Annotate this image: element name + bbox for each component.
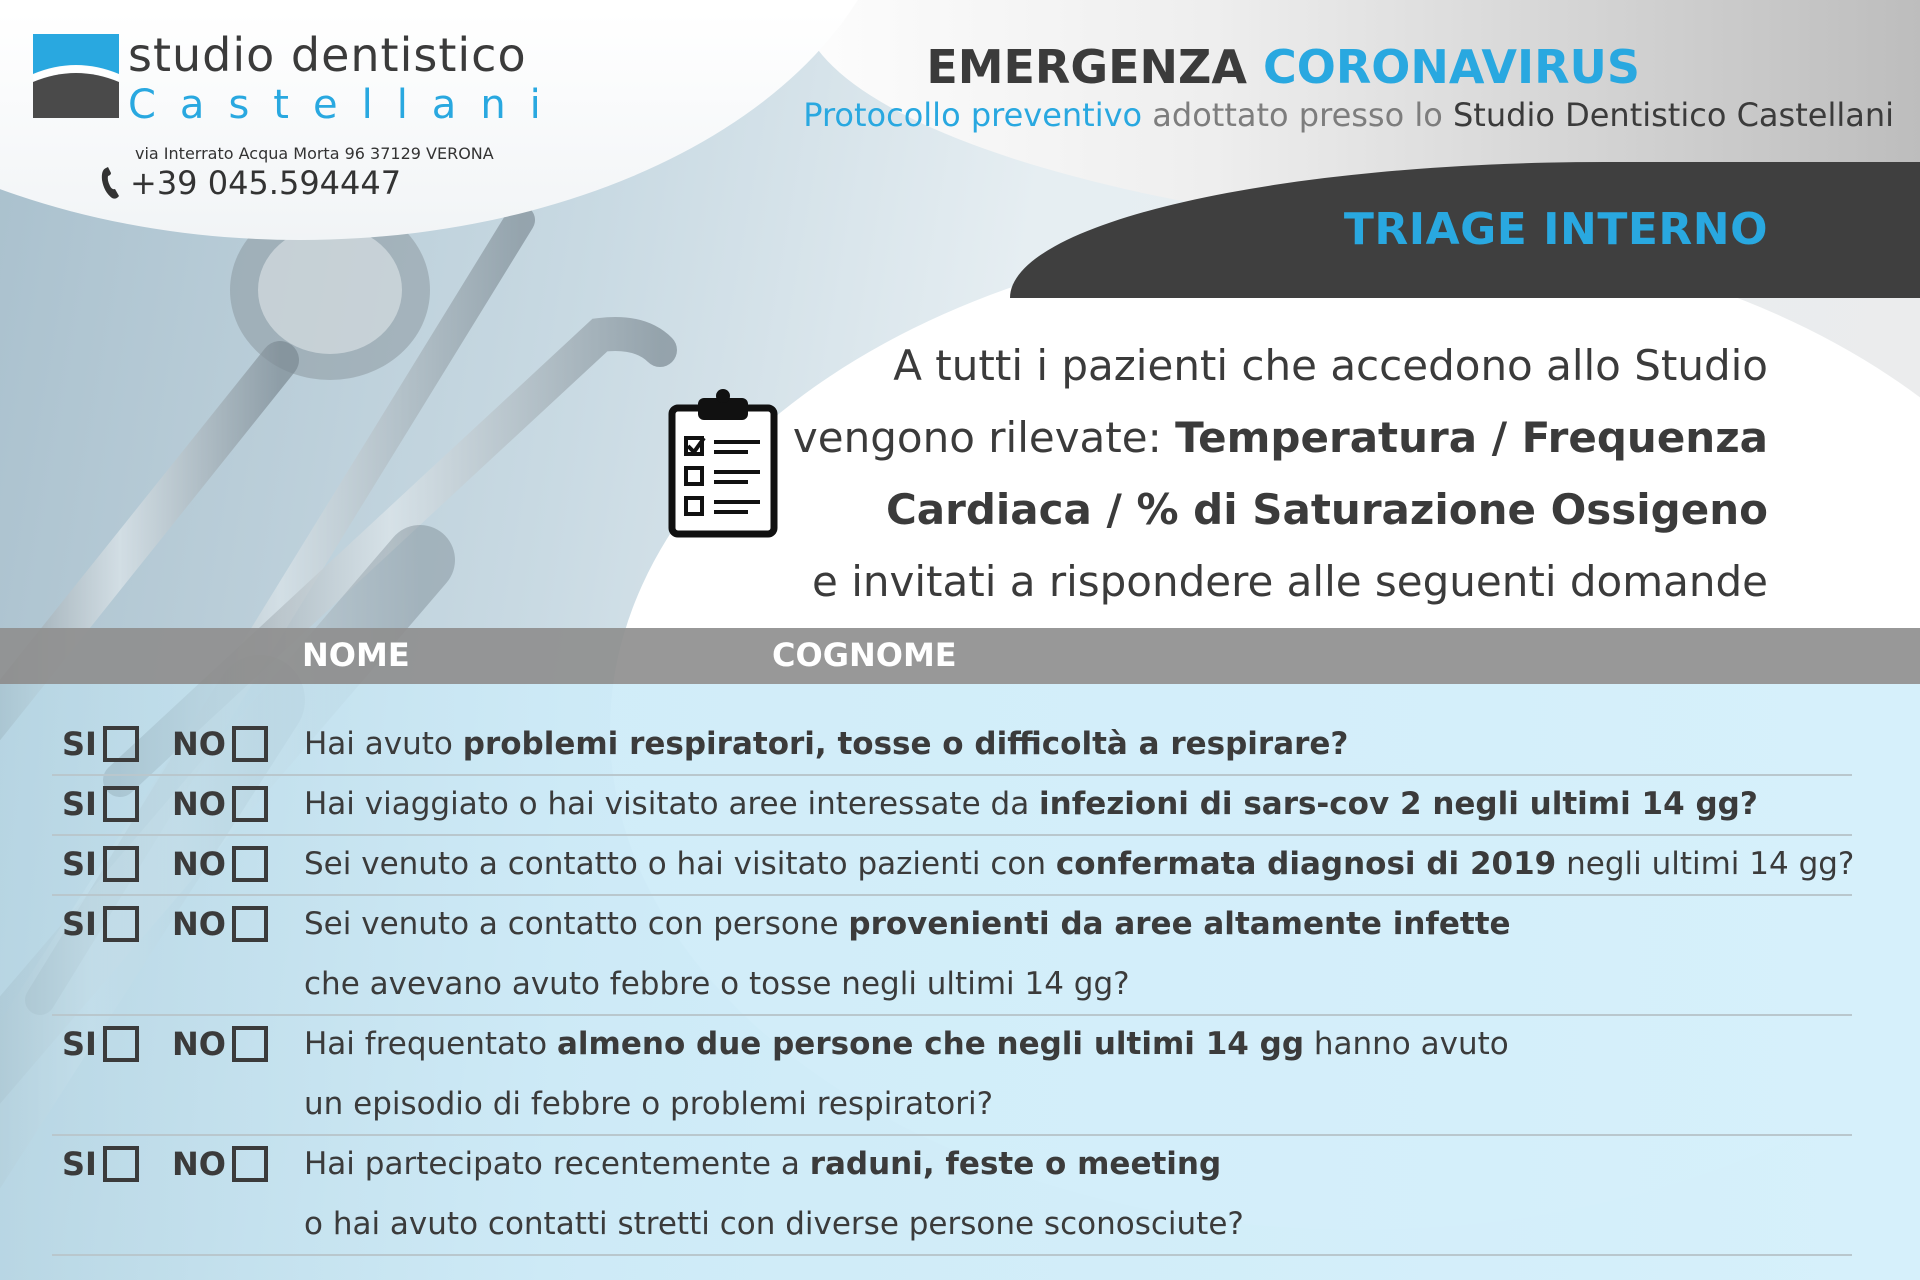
si-option[interactable] bbox=[62, 714, 139, 774]
si-option[interactable] bbox=[62, 774, 139, 834]
si-option[interactable] bbox=[62, 1014, 139, 1074]
si-label: SI bbox=[62, 845, 97, 883]
no-label: NO bbox=[172, 725, 226, 763]
question-bold: almeno due persone che negli ultimi 14 gg bbox=[557, 1026, 1305, 1062]
question-row bbox=[52, 1134, 1852, 1256]
protocol-subtitle bbox=[803, 96, 1894, 134]
question-plain: Sei venuto a contatto o hai visitato pazienti con bbox=[304, 846, 1056, 882]
question-text bbox=[304, 834, 1854, 894]
question-plain: Hai partecipato recentemente a bbox=[304, 1146, 810, 1182]
question-bold: raduni, feste o meeting bbox=[809, 1146, 1222, 1182]
question-row bbox=[52, 894, 1852, 1016]
si-option[interactable] bbox=[62, 1134, 139, 1194]
si-option[interactable] bbox=[62, 834, 139, 894]
question-tail: hanno avuto bbox=[1304, 1026, 1509, 1062]
no-checkbox[interactable] bbox=[232, 726, 268, 762]
question-row bbox=[52, 834, 1855, 896]
question-bold: confermata diagnosi di 2019 bbox=[1055, 846, 1557, 882]
intro-line-2-plain: vengono rilevate: bbox=[792, 413, 1176, 462]
question-bold: problemi respiratori, tosse o difficoltà a respirare? bbox=[462, 726, 1349, 762]
question-bold: infezioni di sars-cov 2 negli ultimi 14 gg? bbox=[1039, 786, 1758, 822]
phone-icon bbox=[100, 166, 124, 200]
question-row bbox=[52, 1014, 1852, 1136]
studio-logo-icon bbox=[33, 34, 119, 118]
nome-label: NOME bbox=[302, 636, 410, 674]
question-plain: Sei venuto a contatto con persone bbox=[304, 906, 849, 942]
studio-address: via Interrato Acqua Morta 96 37129 VERONA bbox=[135, 144, 494, 163]
question-line-1 bbox=[304, 774, 1758, 834]
no-label: NO bbox=[172, 785, 226, 823]
question-line-1 bbox=[304, 1014, 1509, 1074]
question-text bbox=[304, 1014, 1509, 1134]
brand-surname: Castellani bbox=[128, 82, 565, 128]
intro-line-3 bbox=[668, 474, 1768, 546]
no-label: NO bbox=[172, 1025, 226, 1063]
no-checkbox[interactable] bbox=[232, 1026, 268, 1062]
question-line-1 bbox=[304, 834, 1854, 894]
no-checkbox[interactable] bbox=[232, 786, 268, 822]
question-plain: Hai avuto bbox=[304, 726, 463, 762]
phone-number: +39 045.594447 bbox=[130, 164, 402, 202]
si-checkbox[interactable] bbox=[103, 1026, 139, 1062]
brand-name: studio dentistico bbox=[128, 28, 527, 82]
protocol-grey: adottato presso lo bbox=[1142, 96, 1453, 134]
question-row bbox=[52, 774, 1852, 836]
no-option[interactable] bbox=[172, 774, 268, 834]
no-checkbox[interactable] bbox=[232, 1146, 268, 1182]
intro-line-2-bold: Temperatura / Frequenza bbox=[1175, 413, 1768, 462]
no-label: NO bbox=[172, 1145, 226, 1183]
si-checkbox[interactable] bbox=[103, 1146, 139, 1182]
no-label: NO bbox=[172, 905, 226, 943]
intro-line-3-bold: Cardiaca / % di Saturazione Ossigeno bbox=[885, 485, 1768, 534]
si-label: SI bbox=[62, 725, 97, 763]
question-line-1 bbox=[304, 1134, 1244, 1194]
question-line-2: un episodio di febbre o problemi respiratori? bbox=[304, 1086, 994, 1122]
emergency-title bbox=[926, 40, 1640, 94]
question-line-2: che avevano avuto febbre o tosse negli ultimi 14 gg? bbox=[304, 966, 1130, 1002]
si-label: SI bbox=[62, 1025, 97, 1063]
question-text bbox=[304, 774, 1758, 834]
no-option[interactable] bbox=[172, 834, 268, 894]
question-text bbox=[304, 1134, 1244, 1254]
question-plain: Hai viaggiato o hai visitato aree interessate da bbox=[304, 786, 1040, 822]
si-label: SI bbox=[62, 1145, 97, 1183]
question-text bbox=[304, 714, 1348, 774]
no-label: NO bbox=[172, 845, 226, 883]
cognome-label: COGNOME bbox=[772, 636, 957, 674]
coronavirus-word: CORONAVIRUS bbox=[1263, 40, 1640, 94]
triage-title: TRIAGE INTERNO bbox=[1343, 204, 1768, 255]
name-field-bar[interactable] bbox=[0, 628, 1920, 684]
question-tail: negli ultimi 14 gg? bbox=[1556, 846, 1855, 882]
intro-line-2 bbox=[668, 402, 1768, 474]
intro-paragraph bbox=[668, 330, 1768, 618]
si-checkbox[interactable] bbox=[103, 726, 139, 762]
si-checkbox[interactable] bbox=[103, 786, 139, 822]
protocol-blue: Protocollo preventivo bbox=[803, 96, 1143, 134]
studio-phone[interactable] bbox=[100, 164, 401, 202]
si-option[interactable] bbox=[62, 894, 139, 954]
question-row bbox=[52, 714, 1852, 776]
intro-line-4: e invitati a rispondere alle seguenti domande bbox=[812, 557, 1768, 606]
no-option[interactable] bbox=[172, 714, 268, 774]
si-label: SI bbox=[62, 785, 97, 823]
si-checkbox[interactable] bbox=[103, 906, 139, 942]
question-line-1 bbox=[304, 894, 1511, 954]
no-checkbox[interactable] bbox=[232, 846, 268, 882]
protocol-dark: Studio Dentistico Castellani bbox=[1452, 96, 1894, 134]
question-line-1 bbox=[304, 714, 1348, 774]
no-option[interactable] bbox=[172, 894, 268, 954]
question-line-2: o hai avuto contatti stretti con diverse persone sconosciute? bbox=[304, 1206, 1244, 1242]
si-checkbox[interactable] bbox=[103, 846, 139, 882]
question-bold: provenienti da aree altamente infette bbox=[848, 906, 1511, 942]
intro-line-1: A tutti i pazienti che accedono allo Studio bbox=[893, 341, 1768, 390]
emergency-title-word: EMERGENZA bbox=[926, 40, 1247, 94]
no-option[interactable] bbox=[172, 1134, 268, 1194]
no-checkbox[interactable] bbox=[232, 906, 268, 942]
si-label: SI bbox=[62, 905, 97, 943]
no-option[interactable] bbox=[172, 1014, 268, 1074]
question-text bbox=[304, 894, 1511, 1014]
question-plain: Hai frequentato bbox=[304, 1026, 557, 1062]
